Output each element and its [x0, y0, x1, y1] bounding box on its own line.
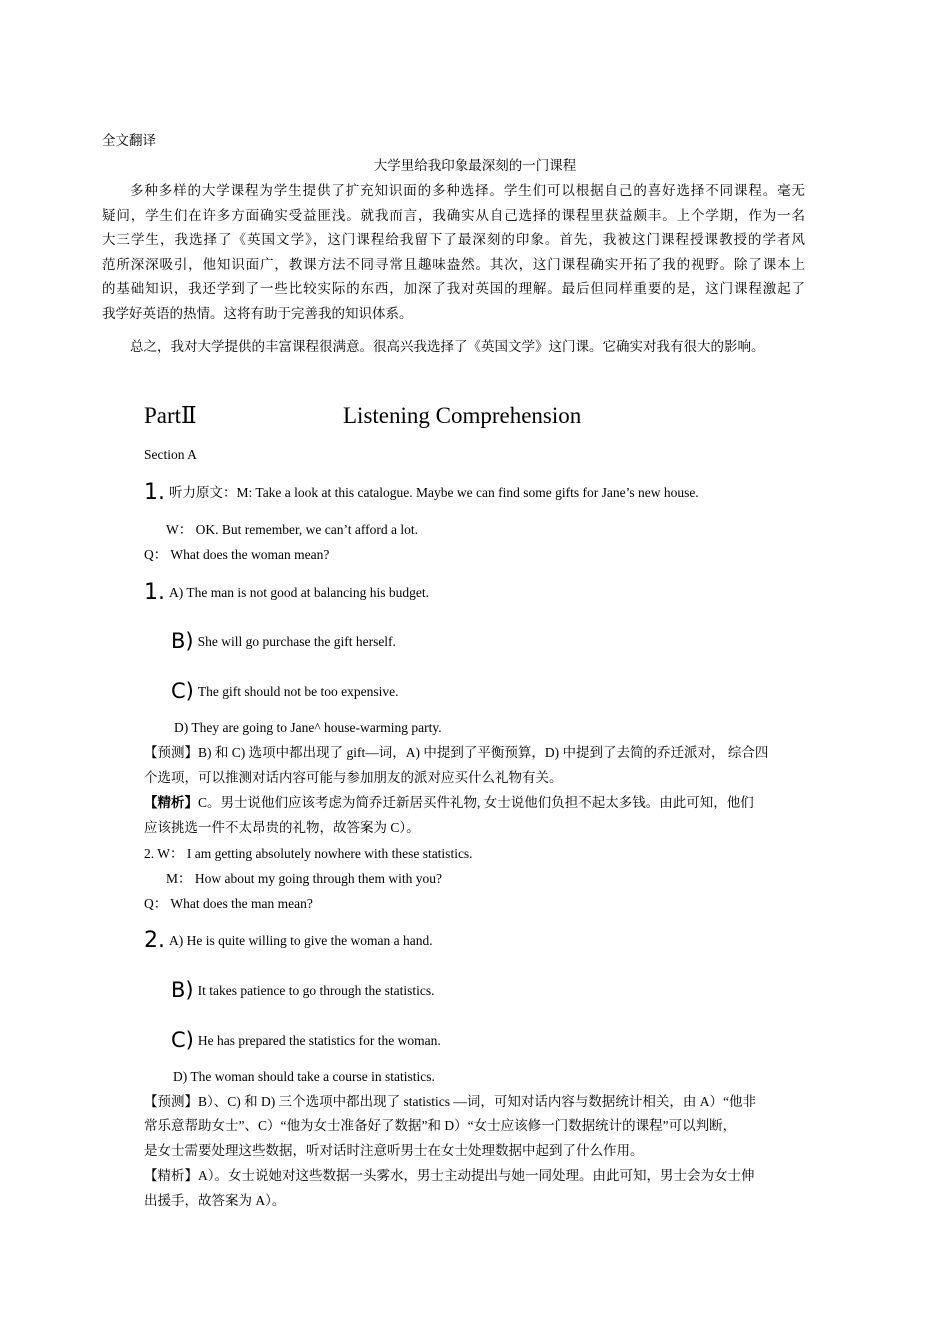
q1-option-number: 1.: [144, 580, 165, 605]
q2-woman-line: 2. W： I am getting absolutely nowhere with these statistics.: [144, 846, 473, 861]
section-label: Section A: [144, 447, 197, 462]
translation-label: 全文翻译: [102, 133, 156, 148]
translation-title: 大学里给我印象最深刻的一门课程: [373, 158, 577, 173]
q1-option-c-text: The gift should not be too expensive.: [197, 684, 399, 699]
q2-option-c-text: He has prepared the statistics for the woman.: [197, 1033, 441, 1048]
q2-question-line: Q： What does the man mean?: [144, 896, 313, 911]
q1-option-c-letter: C): [171, 679, 194, 703]
analysis-tag: 【精析】: [144, 795, 198, 810]
paragraph-line: 我学好英语的热情。这将有助于完善我的知识体系。: [102, 305, 413, 321]
q2-analysis-line-1: 【精析】A）。女士说她对这些数据一头雾水，男士主动提出与她一同处理。由此可知，男士会为女士伸: [144, 1168, 755, 1183]
q1-number: 1.: [144, 480, 165, 505]
paragraph-line: 的基础知识，我还学到了一些比较实际的东西，加深了我对英国的理解。最后但同样重要的是，这门课程激起了: [102, 281, 805, 296]
q2-option-c: [171, 1026, 441, 1050]
part-title: Listening Comprehension: [343, 403, 582, 428]
q2-option-b-text: It takes patience to go through the statistics.: [197, 983, 435, 998]
q2-option-c-letter: C): [171, 1028, 194, 1052]
q2-predict-line-3: 是女士需要处理这些数据，听对话时注意听男士在女士处理数据中起到了什么作用。: [144, 1143, 644, 1158]
q2-predict-line-1: 【预测】B）、C) 和 D) 三个选项中都出现了 statistics —词，可知对话内容与数据统计相关，由 A）“他非: [144, 1094, 756, 1109]
translation-paragraph-2: 总之，我对大学提供的丰富课程很满意。很高兴我选择了《英国文学》这门课。它确实对我有很大的影响。: [130, 339, 765, 354]
q1-option-a: [144, 578, 429, 603]
q2-man-line: M： How about my going through them with you?: [166, 871, 442, 886]
q1-analysis-text: C。男士说他们应该考虑为简乔迁新居买件礼物, 女士说他们负担不起太多钱。由此可知，他们: [198, 795, 754, 810]
translation-paragraph-1: [102, 179, 805, 326]
q1-option-b-letter: B): [171, 629, 194, 653]
q2-option-d: D) The woman should take a course in statistics.: [173, 1069, 435, 1084]
q2-option-b: [171, 976, 435, 1000]
q1-option-b: [171, 627, 396, 651]
q1-woman-line: W： OK. But remember, we can’t afford a lot.: [166, 522, 419, 537]
q1-question-line: Q： What does the woman mean?: [144, 547, 330, 562]
q1-option-a-text: A) The man is not good at balancing his budget.: [169, 585, 429, 600]
q2-option-a: [144, 926, 433, 951]
q2-option-a-text: A) He is quite willing to give the woman a hand.: [169, 933, 433, 948]
q2-analysis-line-2: 出援手，故答案为 A）。: [144, 1193, 286, 1208]
q2-predict-line-2: 常乐意帮助女士”、C）“他为女士准备好了数据”和 D）“女士应该修一门数据统计的课程”可以判断，: [144, 1118, 737, 1133]
q1-analysis-line-2: 应该挑选一件不太昂贵的礼物，故答案为 C）。: [144, 820, 420, 835]
q1-option-b-text: She will go purchase the gift herself.: [197, 634, 396, 649]
q1-option-c: [171, 677, 398, 701]
q1-predict-line-2: 个选项，可以推测对话内容可能与参加朋友的派对应买什么礼物有关。: [144, 770, 563, 785]
q1-option-d: D) They are going to Jane^ house-warming party.: [174, 720, 442, 735]
paragraph-line: 大三学生，我选择了《英国文学》，这门课程给我留下了最深刻的印象。首先，我被这门课程授课教授的学者风: [102, 232, 805, 247]
paragraph-line: 疑问，学生们在许多方面确实受益匪浅。就我而言，我确实从自己选择的课程里获益颇丰。上个学期，作为一名: [102, 207, 805, 223]
q2-option-number: 2.: [144, 928, 165, 953]
q1-transcript: [144, 478, 699, 508]
q1-intro: 听力原文：M: Take a look at this catalogue. Maybe we can find some gifts for Jane’s new house.: [169, 485, 699, 500]
part-label: PartⅡ: [144, 403, 197, 428]
q1-predict-line-1: 【预测】B) 和 C) 选项中都出现了 gift—词，A) 中提到了平衡预算，D) 中提到了去简的乔迁派对， 综合四: [144, 745, 769, 760]
paragraph-line: 多种多样的大学课程为学生提供了扩充知识面的多种选择。学生们可以根据自己的喜好选择不同课程。毫无: [130, 183, 805, 198]
q1-analysis-line-1: [144, 791, 754, 816]
q2-option-b-letter: B): [171, 978, 194, 1002]
paragraph-line: 范所深深吸引，他知识面广，教课方法不同寻常且趣味盎然。其次，这门课程确实开拓了我的视野。除了课本上: [102, 256, 805, 272]
